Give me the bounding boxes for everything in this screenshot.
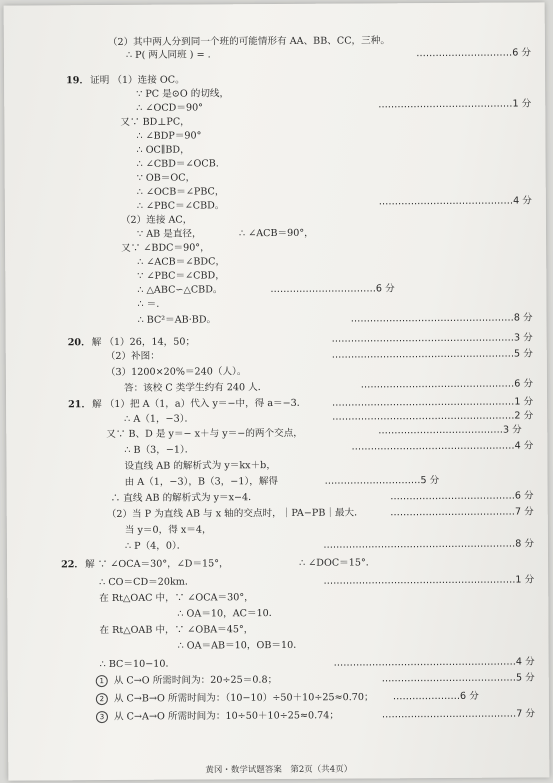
score-1: ……………………………………1 分: [378, 98, 532, 111]
q18-probability: ∴ P( 两人同班 ) = .: [125, 49, 211, 61]
q21-line: ∴ P（4，0）．: [124, 540, 187, 552]
q21-line: 又∵ B、D 是 y＝− x＋与 y＝−的两个交点，: [106, 427, 303, 441]
q21-line: 由 A（1，−3），B（3，−1），解得: [124, 475, 279, 488]
q19-line: ∴ ∠ACB＝90°，: [239, 227, 314, 240]
score-5: …………………………5 分: [324, 475, 440, 487]
q19-part2: （2）连接 AC，: [120, 214, 193, 226]
q21-line: ∴ 直线 AB 的解析式为 y＝x−4．: [110, 492, 258, 505]
score-4: ……………………………………………4 分: [351, 440, 534, 453]
score-6: ……………………………6 分: [270, 283, 395, 296]
q19-proof-start: 证明 （1）连接 OC。: [90, 74, 185, 87]
q19-line: ∴ ∠ACB＝∠BDC，: [137, 256, 226, 268]
q22-line: 在 Rt△OAC 中，∵ ∠OCA＝30°，: [99, 592, 254, 605]
q22-line: ∴ OA＝AB＝10，OB＝10．: [177, 639, 303, 652]
score-4: …………………………………………………4 分: [333, 656, 535, 669]
answer-sheet: [4, 2, 550, 780]
q19-number: 19．: [66, 75, 90, 87]
score-8: ……………………………………………………8 分: [323, 538, 534, 551]
q22-route-3: [96, 710, 339, 724]
q21-line: ∴ A（1，−3）．: [124, 413, 195, 425]
q20-answer: 答：该校 C 类学生约有 240 人．: [123, 382, 268, 394]
q19-line: ∴ ∠BDP＝90°: [136, 130, 202, 142]
q22-line: ∴ CO＝CD＝20km．: [99, 576, 195, 589]
score-2: …………………………………………………2 分: [332, 410, 534, 423]
q21-line: 设直线 AB 的解析式为 y＝kx＋b，: [124, 460, 276, 472]
q22-line: 在 Rt△OAB 中，∵ ∠OBA＝45°，: [99, 624, 254, 637]
q21-part1: 解 （1）把 A（1，a）代入 y＝−中，得 a＝−3．: [92, 397, 307, 411]
score-6: …………………………6 分: [416, 47, 531, 60]
q19-line: ∴ OC∥BD，: [136, 144, 190, 156]
circled-number-1: 1: [96, 675, 108, 687]
q22-line: ∴ BC＝10−10．: [99, 658, 176, 671]
route-1-text: 从 C→O 所需时间为：20÷25＝0.8；: [113, 674, 278, 687]
score-6: …………………………………6 分: [390, 490, 534, 503]
route-2-text: 从 C→B→O 所需时间为：（10−10）÷50＋10÷25≈0.70；: [113, 691, 374, 705]
q22-number: 22．: [61, 559, 85, 571]
q22-line: ∴ OA＝10，AC＝10．: [177, 607, 279, 620]
q21-line: 当 y＝0，得 x＝4，: [124, 524, 212, 536]
q19-line: ∴ ∠PBC＝∠CBD。: [136, 200, 225, 212]
q19-line: ∵ PC 是⊙O 的切线，: [136, 88, 230, 100]
score-4: ……………………………………4 分: [378, 195, 532, 208]
q22-route-2: [96, 691, 374, 705]
score-3: …………………………………………………3 分: [331, 332, 533, 345]
score-5: …………………………………………………5 分: [331, 348, 533, 361]
circled-number-3: 3: [96, 711, 108, 723]
q20-number: 20．: [67, 337, 91, 349]
score-6: …………………………………………6 分: [360, 378, 533, 391]
route-3-text: 从 C→A→O 所需时间为：10÷50＋10÷25≈0.74；: [113, 710, 339, 723]
q20-part1: 解 （1）26，14，50；: [91, 336, 196, 349]
q20-part2: （2）补图：: [105, 350, 160, 363]
page-footer: 黄冈・数学试题答案 第2页（共4页）: [205, 764, 353, 776]
q19-line: ∴ ∠OCD＝90°: [136, 102, 204, 114]
q19-line: ∴ △ABC∽△CBD。: [137, 284, 223, 296]
score-6: …………………6 分: [392, 690, 479, 703]
q19-line: ∴ BC²＝AB·BD。: [137, 314, 217, 326]
score-1: ……………………………………………………1 分: [323, 574, 535, 587]
q22-line: ∴ ∠DOC＝15°．: [299, 557, 376, 569]
q19-line: 又∵ BD⊥PC，: [120, 116, 190, 128]
q18-part2-text: （2）其中两人分到同一个班的可能情形有 AA、BB、CC，三种。: [107, 35, 390, 49]
score-8: ……………………………………………8 分: [350, 312, 533, 325]
q22-line: 解 ∵ ∠OCA＝30°，∠D＝15°，: [85, 558, 229, 571]
q21-line: ∴ B（3，−1）．: [124, 444, 195, 456]
circled-number-2: 2: [96, 693, 108, 705]
q19-line: ∵ OB＝OC，: [136, 172, 196, 184]
score-3: …………………………………3 分: [378, 424, 522, 437]
q19-line: 又∵ ∠BDC＝90°，: [121, 242, 210, 254]
q19-line: ∴ ＝.: [137, 298, 160, 310]
score-7: ……………………………………7 分: [381, 708, 536, 721]
score-5: ……………………………………5 分: [381, 672, 535, 685]
q19-line: ∴ ∠OCB＝∠PBC，: [136, 186, 225, 198]
score-7: …………………………………7 分: [390, 506, 534, 519]
q19-line: ∵ ∠PBC＝∠CBD，: [137, 270, 225, 282]
q20-part3: （3）1200×20%＝240（人）。: [105, 366, 247, 379]
q19-line: ∵ AB 是直径，: [137, 228, 202, 240]
q21-number: 21．: [68, 399, 92, 411]
score-1: …………………………………………………1 分: [332, 396, 534, 409]
q22-route-1: [96, 674, 277, 688]
q21-part2: （2）当 P 为直线 AB 与 x 轴的交点时，｜PA−PB｜最大．: [106, 507, 364, 521]
q19-line: ∴ ∠CBD＝∠OCB.: [136, 158, 219, 170]
